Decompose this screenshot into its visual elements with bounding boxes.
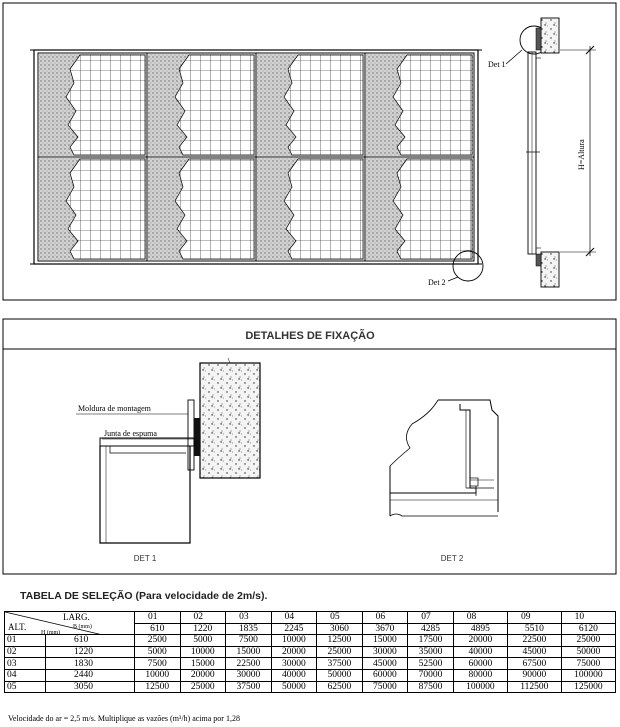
row-height-cell: 1830 [46, 658, 135, 670]
flow-value-cell: 10000 [180, 646, 226, 658]
det1-caption: DET 1 [133, 554, 157, 563]
column-code-cell: 05 [317, 612, 363, 624]
corner-h-label: H (mm) [41, 630, 61, 636]
row-height-cell: 610 [46, 635, 135, 647]
fixing-details-drawing [0, 318, 620, 578]
flow-value-cell: 100000 [453, 681, 507, 693]
flow-value-cell: 62500 [317, 681, 363, 693]
flow-value-cell: 30000 [362, 646, 408, 658]
flow-value-cell: 90000 [508, 669, 562, 681]
flow-value-cell: 25000 [180, 681, 226, 693]
flow-value-cell: 37500 [226, 681, 272, 693]
row-height-cell: 2440 [46, 669, 135, 681]
column-width-cell: 1835 [226, 623, 272, 635]
flow-value-cell: 7500 [226, 635, 272, 647]
flow-value-cell: 67500 [508, 658, 562, 670]
table-header-codes-row [5, 612, 616, 624]
flow-value-cell: 70000 [408, 669, 454, 681]
front-elevation-drawing [0, 0, 620, 305]
flow-value-cell: 45000 [362, 658, 408, 670]
column-code-cell: 04 [271, 612, 317, 624]
flow-value-cell: 30000 [226, 669, 272, 681]
det2-label: Det 2 [428, 278, 446, 287]
flow-value-cell: 22500 [508, 635, 562, 647]
flow-value-cell: 112500 [508, 681, 562, 693]
column-width-cell: 6120 [561, 623, 615, 635]
column-width-cell: 610 [135, 623, 181, 635]
flow-value-cell: 37500 [317, 658, 363, 670]
corner-larg-label: LARG. [63, 612, 90, 622]
grille-cell [147, 53, 256, 157]
column-code-cell: 07 [408, 612, 454, 624]
grille-cell [256, 157, 365, 261]
flow-value-cell: 35000 [408, 646, 454, 658]
flow-value-cell: 40000 [271, 669, 317, 681]
flow-value-cell: 52500 [408, 658, 454, 670]
table-corner-cell [5, 612, 135, 635]
table-row [5, 658, 616, 670]
flow-value-cell: 15000 [180, 658, 226, 670]
moldura-label: Moldura de montagem [78, 404, 151, 413]
flow-value-cell: 20000 [180, 669, 226, 681]
row-code-cell: 02 [5, 646, 46, 658]
flow-value-cell: 50000 [561, 646, 615, 658]
corner-alt-label: ALT. [8, 622, 27, 632]
row-height-cell: 3050 [46, 681, 135, 693]
column-width-cell: 4285 [408, 623, 454, 635]
corner-b-label: B (mm) [73, 624, 92, 630]
flow-value-cell: 50000 [271, 681, 317, 693]
flow-value-cell: 12500 [135, 681, 181, 693]
flow-value-cell: 30000 [271, 658, 317, 670]
flow-value-cell: 87500 [408, 681, 454, 693]
column-width-cell: 5510 [508, 623, 562, 635]
grille-cell [38, 53, 147, 157]
flow-value-cell: 50000 [317, 669, 363, 681]
column-code-cell: 08 [453, 612, 507, 624]
row-height-cell: 1220 [46, 646, 135, 658]
det1-label: Det 1 [488, 60, 506, 69]
table-row [5, 635, 616, 647]
flow-value-cell: 7500 [135, 658, 181, 670]
flow-value-cell: 5000 [135, 646, 181, 658]
flow-value-cell: 100000 [561, 669, 615, 681]
flow-value-cell: 10000 [271, 635, 317, 647]
flow-value-cell: 80000 [453, 669, 507, 681]
column-width-cell: 3670 [362, 623, 408, 635]
flow-value-cell: 12500 [317, 635, 363, 647]
det2-caption: DET 2 [440, 554, 464, 563]
flow-value-cell: 15000 [362, 635, 408, 647]
flow-value-cell: 25000 [561, 635, 615, 647]
flow-value-cell: 20000 [271, 646, 317, 658]
flow-value-cell: 20000 [453, 635, 507, 647]
det2-drawing [390, 400, 498, 516]
grille-cell [256, 53, 365, 157]
row-code-cell: 05 [5, 681, 46, 693]
details-title: DETALHES DE FIXAÇÃO [245, 330, 375, 342]
selection-table-title: TABELA DE SELEÇÃO (Para velocidade de 2m/s). [20, 590, 268, 602]
flow-value-cell: 2500 [135, 635, 181, 647]
row-code-cell: 04 [5, 669, 46, 681]
flow-value-cell: 17500 [408, 635, 454, 647]
flow-value-cell: 40000 [453, 646, 507, 658]
flow-value-cell: 60000 [362, 669, 408, 681]
height-dimension-label: H=Altura [577, 139, 586, 170]
column-code-cell: 10 [561, 612, 615, 624]
row-code-cell: 01 [5, 635, 46, 647]
column-code-cell: 09 [508, 612, 562, 624]
grille-cell [365, 53, 474, 157]
flow-value-cell: 25000 [317, 646, 363, 658]
flow-value-cell: 22500 [226, 658, 272, 670]
table-row [5, 681, 616, 693]
column-code-cell: 06 [362, 612, 408, 624]
table-footnote: Velocidade do ar = 2,5 m/s. Multiplique as vazões (m³/h) acima por 1,28 [8, 714, 240, 723]
grille-cell [38, 157, 147, 261]
grille-cell [147, 157, 256, 261]
column-code-cell: 03 [226, 612, 272, 624]
table-row [5, 646, 616, 658]
column-width-cell: 2245 [271, 623, 317, 635]
flow-value-cell: 75000 [561, 658, 615, 670]
table-row [5, 669, 616, 681]
flow-value-cell: 15000 [226, 646, 272, 658]
flow-value-cell: 75000 [362, 681, 408, 693]
column-code-cell: 01 [135, 612, 181, 624]
selection-table [4, 611, 616, 693]
flow-value-cell: 60000 [453, 658, 507, 670]
column-width-cell: 4895 [453, 623, 507, 635]
flow-value-cell: 45000 [508, 646, 562, 658]
row-code-cell: 03 [5, 658, 46, 670]
flow-value-cell: 5000 [180, 635, 226, 647]
grille-cell [365, 157, 474, 261]
flow-value-cell: 10000 [135, 669, 181, 681]
column-width-cell: 3060 [317, 623, 363, 635]
column-code-cell: 02 [180, 612, 226, 624]
column-width-cell: 1220 [180, 623, 226, 635]
junta-label: Junta de espuma [104, 429, 157, 438]
det1-drawing [76, 358, 260, 543]
flow-value-cell: 125000 [561, 681, 615, 693]
